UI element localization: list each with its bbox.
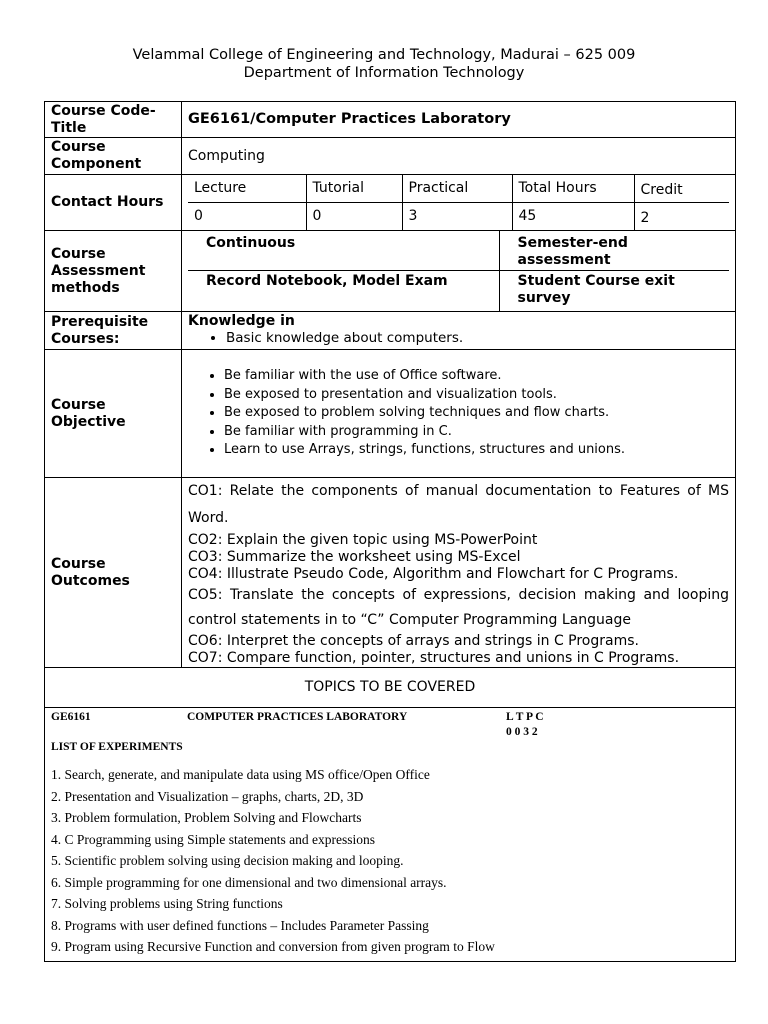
course-code-label: Course Code-Title [45, 102, 182, 138]
ltpc-values: 0 0 3 2 [506, 726, 538, 738]
experiment-item: 3. Problem formulation, Problem Solving and Flowcharts [51, 810, 362, 825]
experiment-item: 6. Simple programming for one dimensional and two dimensional arrays. [51, 874, 447, 890]
prerequisite-row [45, 312, 736, 350]
contact-hours-row [45, 175, 736, 231]
experiment-item: 2. Presentation and Visualization – graphs, charts, 2D, 3D [51, 788, 364, 804]
practical-value: 3 [402, 203, 512, 231]
course-table [44, 101, 736, 962]
ltpc-label: L T P C [506, 711, 544, 723]
experiment-list [51, 764, 729, 958]
total-hours-header: Total Hours [512, 175, 634, 203]
topics-content-row [45, 708, 736, 962]
contact-hours-label: Contact Hours [45, 175, 182, 231]
topics-title-row [45, 668, 736, 708]
college-name: Velammal College of Engineering and Technology, Madurai – 625 009 [132, 47, 636, 63]
experiment-item: 7. Solving problems using String functions [51, 896, 283, 911]
experiment-header [51, 710, 729, 753]
topics-content [45, 708, 736, 962]
exit-survey-label: Student Course exit survey [517, 273, 675, 306]
outcomes-label: Course Outcomes [45, 478, 182, 668]
total-hours-value: 45 [512, 203, 634, 231]
assessment-grid [182, 231, 736, 312]
experiment-item: 5. Scientific problem solving using decision making and looping. [51, 853, 404, 868]
outcome-item: CO4: Illustrate Pseudo Code, Algorithm and Flowchart for C Programs. [188, 566, 679, 582]
objective-row [45, 350, 736, 478]
topics-name: COMPUTER PRACTICES LABORATORY [187, 711, 408, 723]
tutorial-value: 0 [306, 203, 402, 231]
tutorial-header: Tutorial [306, 175, 402, 203]
prerequisite-content [182, 312, 736, 350]
topics-title: TOPICS TO BE COVERED [45, 668, 736, 708]
course-component-label: Course Component [45, 138, 182, 175]
lecture-header: Lecture [188, 175, 306, 203]
objective-item: • Be familiar with the use of Office software. [224, 367, 729, 386]
course-code-value: GE6161/Computer Practices Laboratory [182, 102, 736, 138]
outcome-item: CO1: Relate the components of manual documentation to Features of MS Word. [188, 483, 729, 526]
lecture-value: 0 [188, 203, 306, 231]
experiment-item: 4. C Programming using Simple statements and expressions [51, 831, 375, 847]
prerequisite-heading: Knowledge in [188, 313, 295, 329]
document-header [0, 46, 768, 82]
outcomes-content [182, 478, 736, 668]
course-component-row [45, 138, 736, 175]
objective-item: • Learn to use Arrays, strings, functions, structures and unions. [224, 441, 729, 460]
department-name: Department of Information Technology [243, 65, 525, 81]
outcome-item: CO2: Explain the given topic using MS-PowerPoint [188, 532, 538, 548]
experiment-item: 1. Search, generate, and manipulate data using MS office/Open Office [51, 767, 430, 782]
topics-code: GE6161 [51, 711, 91, 723]
contact-hours-grid [182, 175, 736, 231]
record-notebook-label: Record Notebook, Model Exam [188, 271, 499, 312]
outcome-item: CO3: Summarize the worksheet using MS-Excel [188, 549, 521, 565]
continuous-label: Continuous [188, 231, 499, 271]
credit-value: 2 [640, 210, 650, 226]
semester-end-label: Semester-end assessment [499, 231, 729, 271]
objective-content [182, 350, 736, 478]
objective-item: • Be exposed to problem solving techniques and flow charts. [224, 404, 729, 423]
course-component-value: Computing [182, 138, 736, 175]
outcome-item: CO5: Translate the concepts of expressions, decision making and looping control statements in to “C” Computer Programming Language [188, 587, 729, 628]
credit-header: Credit [634, 175, 729, 203]
objective-item: • Be exposed to presentation and visualization tools. [224, 386, 729, 405]
assessment-label: Course Assessment methods [45, 231, 182, 312]
prerequisite-list [188, 330, 729, 347]
experiments-heading: LIST OF EXPERIMENTS [51, 741, 183, 753]
objective-label: Course Objective [45, 350, 182, 478]
objective-item: • Be familiar with programming in C. [224, 423, 729, 442]
outcome-item: CO7: Compare function, pointer, structures and unions in C Programs. [188, 650, 680, 666]
assessment-row [45, 231, 736, 312]
objective-list [188, 367, 729, 460]
prerequisite-item: • Basic knowledge about computers. [226, 330, 729, 347]
practical-header: Practical [402, 175, 512, 203]
course-code-row [45, 102, 736, 138]
experiment-item: 9. Program using Recursive Function and conversion from given program to Flow [51, 939, 495, 954]
prerequisite-label: Prerequisite Courses: [45, 312, 182, 350]
outcomes-row [45, 478, 736, 668]
experiment-item: 8. Programs with user defined functions – Includes Parameter Passing [51, 917, 429, 933]
outcome-item: CO6: Interpret the concepts of arrays and strings in C Programs. [188, 633, 639, 649]
